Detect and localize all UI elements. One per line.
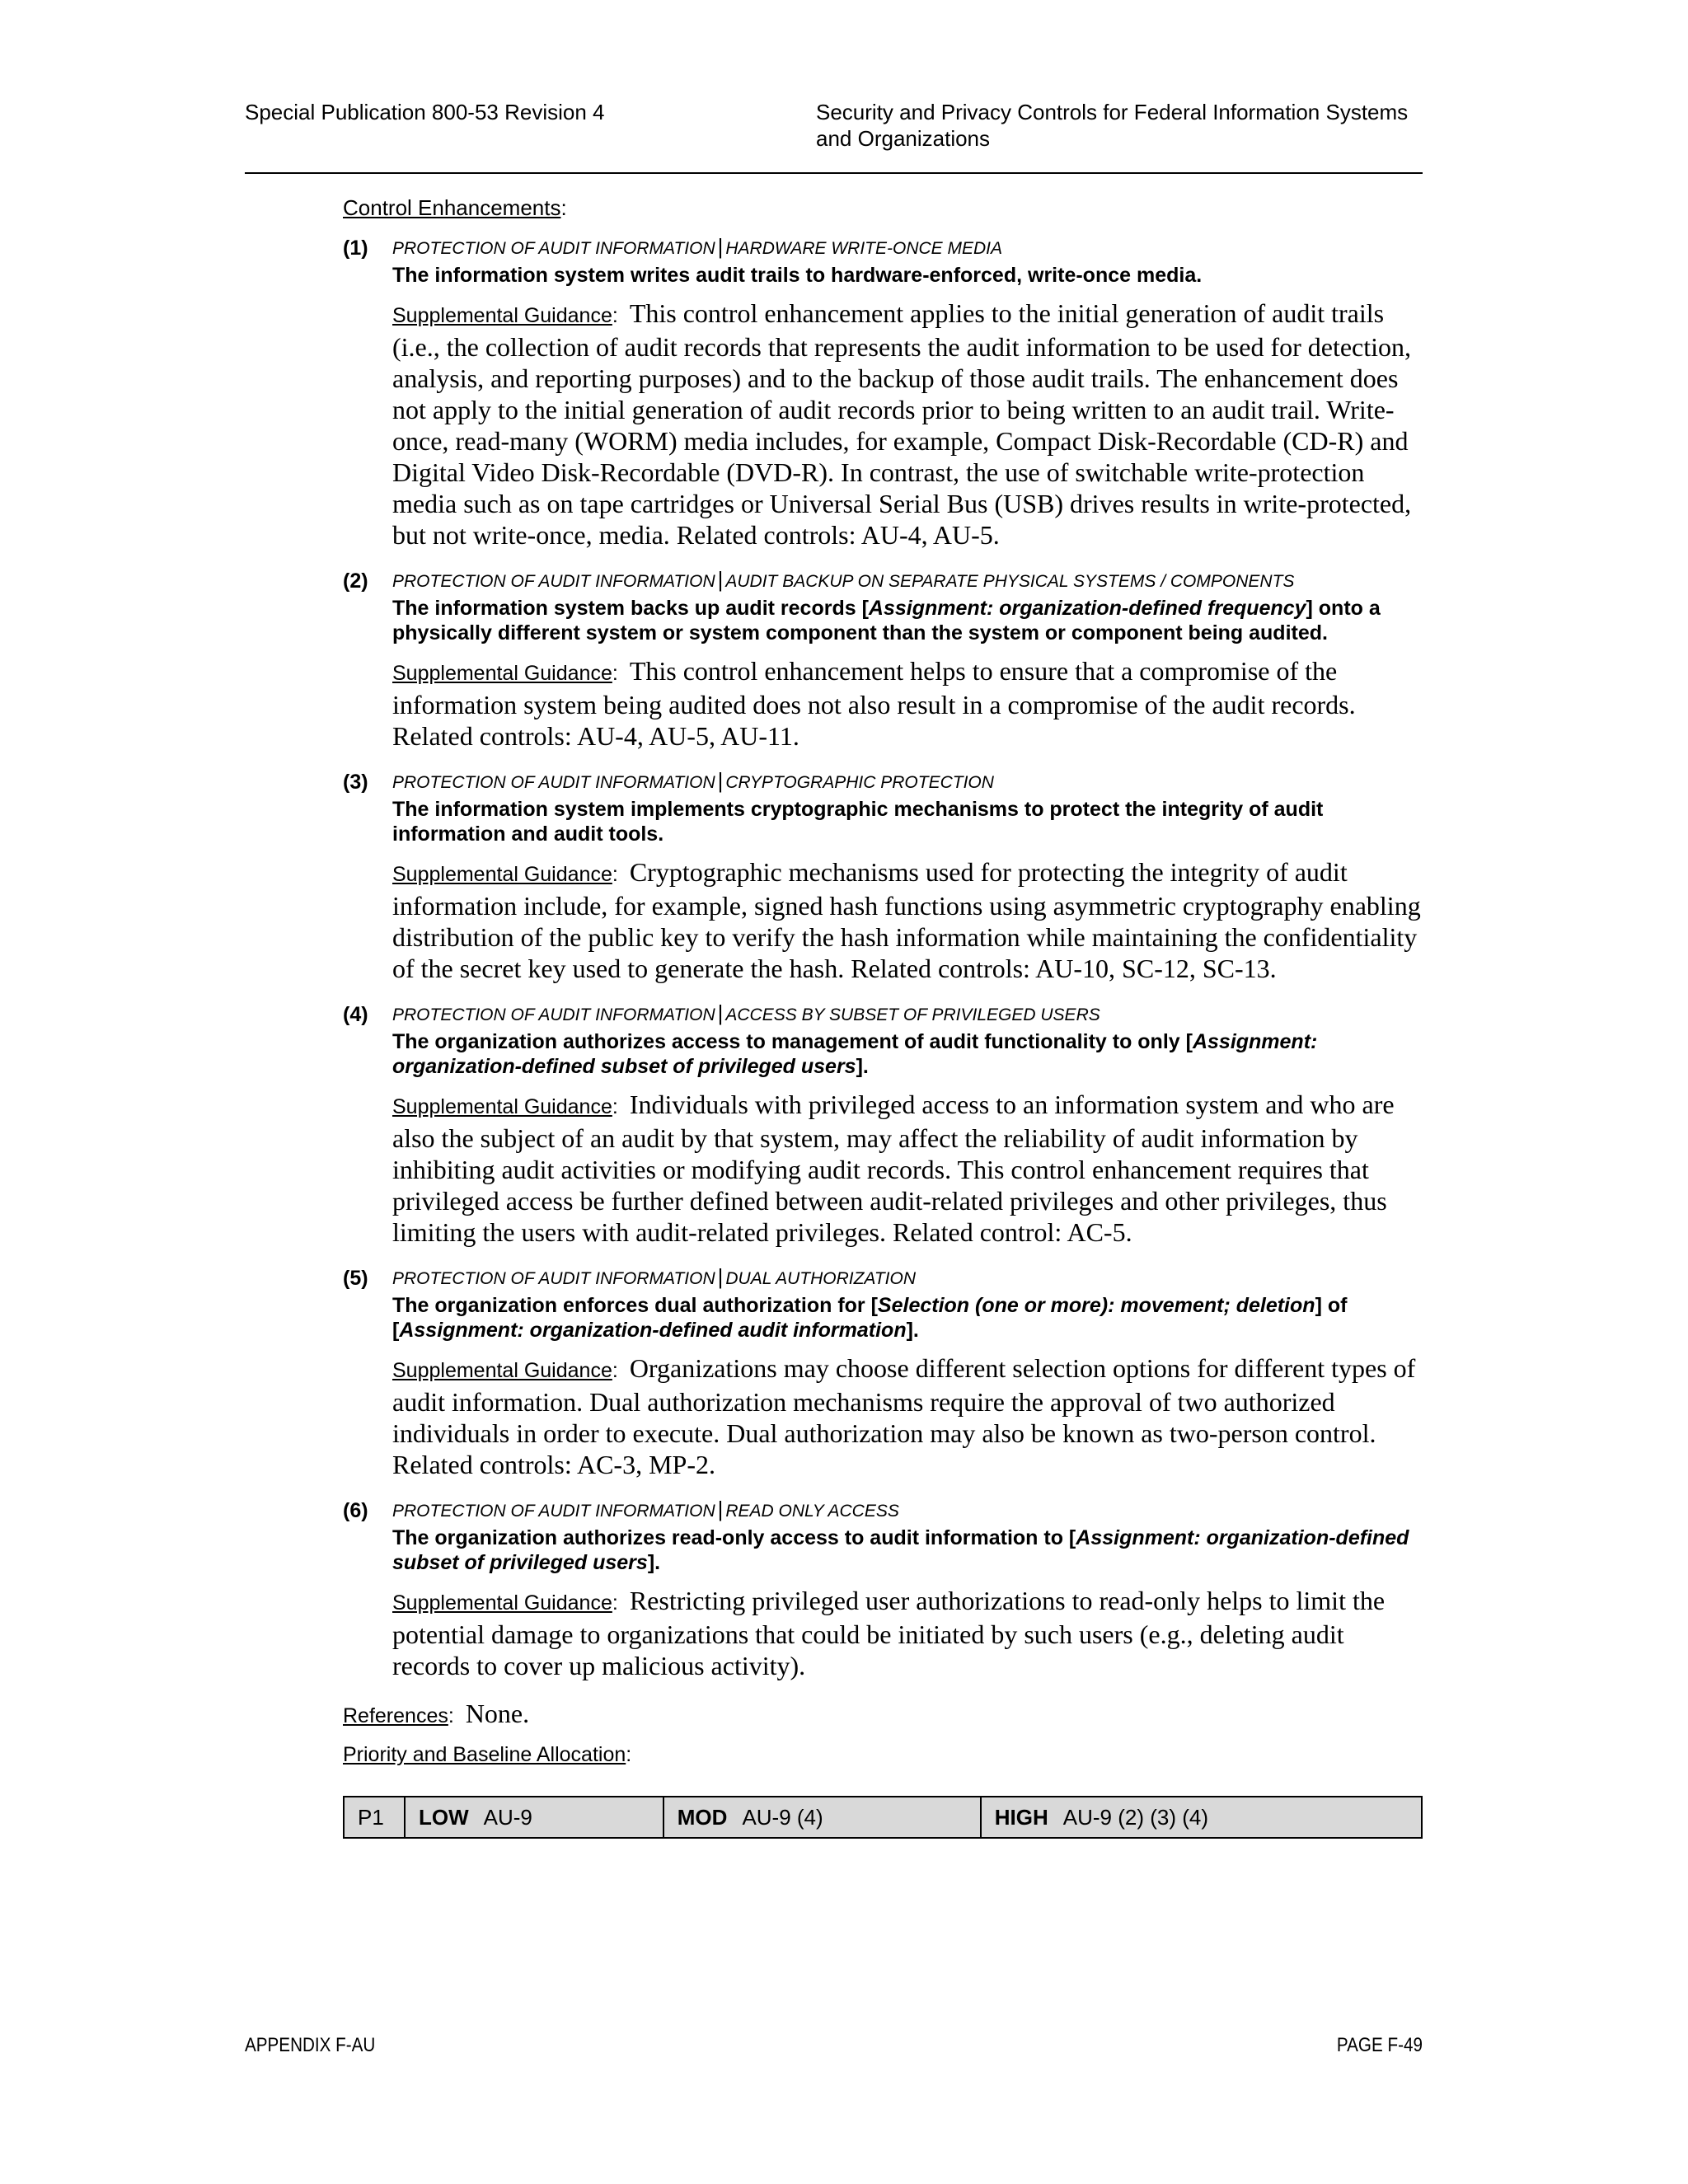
- guidance-label: Supplemental Guidance: [392, 1095, 612, 1118]
- footer-page-number: PAGE F-49: [1336, 2034, 1423, 2056]
- enhancement-subtitle: DUAL AUTHORIZATION: [725, 1269, 917, 1288]
- enhancement-family: PROTECTION OF AUDIT INFORMATION: [392, 239, 715, 258]
- enhancement-subtitle: AUDIT BACKUP ON SEPARATE PHYSICAL SYSTEMS / COMPONENTS: [725, 572, 1295, 591]
- high-label: HIGH: [994, 1804, 1048, 1830]
- enhancement-statement: [392, 1029, 1423, 1079]
- enhancement-title: [392, 234, 1423, 261]
- guidance-label: Supplemental Guidance: [392, 863, 612, 886]
- references-value: None.: [465, 1699, 530, 1728]
- statement-text: The organization authorizes read-only access to audit information to [: [392, 1526, 1076, 1549]
- enhancement-statement: [392, 1293, 1423, 1343]
- enhancement-subtitle: READ ONLY ACCESS: [725, 1502, 899, 1521]
- enhancement-family: PROTECTION OF AUDIT INFORMATION: [392, 1502, 715, 1521]
- statement-parameter: Assignment: organization-defined subset of privileged users: [392, 1526, 1409, 1574]
- high-value: AU-9 (2) (3) (4): [1062, 1804, 1208, 1830]
- enhancement-statement: [392, 797, 1423, 846]
- enhancement-title: [392, 1001, 1423, 1028]
- guidance-text: Restricting privileged user authorizations to read-only helps to limit the potential damage to organizations that could be initiated by such users (e.g., deleting audit records to cover up malicious activity).: [392, 1586, 1386, 1680]
- enhancement-number: (6): [343, 1499, 368, 1522]
- supplemental-guidance: Supplemental Guidance: Cryptographic mechanisms used for protecting the integrity of audit information include, for example, signed hash functions using asymmetric cryptography enabling distribution of the public key to verify the hash information while maintaining the confidentiality of the secret key used to generate the hash. Related controls: AU-10, SC-12, SC-13.: [392, 857, 1421, 983]
- header-rule: [245, 172, 1423, 174]
- statement-text: The information system writes audit trails to hardware-enforced, write-once media.: [392, 264, 1203, 287]
- enhancement-family: PROTECTION OF AUDIT INFORMATION: [392, 572, 715, 591]
- statement-text: The information system implements cryptographic mechanisms to protect the integrity of audit information and audit tools.: [392, 798, 1324, 846]
- enhancement-title: [392, 1264, 1423, 1291]
- enhancement-title: [392, 1497, 1423, 1524]
- priority-cell: P1: [344, 1797, 405, 1838]
- control-enhancement: [343, 567, 1423, 752]
- baseline-table: [343, 1796, 1423, 1839]
- footer-appendix: APPENDIX F-AU: [245, 2034, 376, 2056]
- control-enhancement: [343, 1497, 1423, 1681]
- statement-parameter: Assignment: organization-defined subset of privileged users: [392, 1030, 1318, 1078]
- guidance-label: Supplemental Guidance: [392, 1591, 612, 1615]
- control-enhancement: [343, 234, 1423, 551]
- enhancement-subtitle: ACCESS BY SUBSET OF PRIVILEGED USERS: [725, 1005, 1100, 1024]
- statement-text: The information system backs up audit records [: [392, 597, 869, 620]
- low-cell: [405, 1797, 663, 1838]
- control-enhancement: [343, 768, 1423, 984]
- statement-parameter: Selection (one or more): movement; deletion: [877, 1294, 1315, 1317]
- running-header-left: Special Publication 800-53 Revision 4: [245, 100, 605, 124]
- statement-text: The organization enforces dual authorization for [: [392, 1294, 878, 1317]
- low-value: AU-9: [483, 1804, 532, 1830]
- supplemental-guidance: Supplemental Guidance: This control enhancement helps to ensure that a compromise of the information system being audited does not also result in a compromise of the audit records. Related controls: AU-4, AU-5, AU-11.: [392, 656, 1356, 751]
- enhancement-title: [392, 567, 1423, 594]
- guidance-text: This control enhancement applies to the initial generation of audit trails (i.e., the collection of audit records that represents the audit information to be used for detection, analysis, and reporting purposes) and to the backup of those audit trails. The enhancement does not apply to the initial generation of audit records prior to being written to an audit trail. Write-once, read-many (WORM) media includes, for example, Compact Disk-Recordable (CD-R) and Digital Video Disk-Recordable (DVD-R). In contrast, the use of switchable write-protection media such as on tape cartridges or Universal Serial Bus (USB) drives results in write-protected, but not write-once, media. Related controls: AU-4, AU-5.: [392, 298, 1412, 550]
- enhancement-statement: [392, 596, 1423, 645]
- enhancement-number: (4): [343, 1003, 368, 1026]
- low-label: LOW: [419, 1804, 469, 1830]
- enhancement-title: [392, 768, 1423, 795]
- enhancement-statement: [392, 263, 1423, 288]
- supplemental-guidance: Supplemental Guidance: Individuals with privileged access to an information system and who are also the subject of an audit by that system, may affect the reliability of audit information by inhibiting audit activities or modifying audit records. This control enhancement requires that privileged access be further defined between audit-related privileges and other privileges, thus limiting the users with audit-related privileges. Related control: AC-5.: [392, 1090, 1395, 1247]
- control-enhancements-heading: Control Enhancements:: [343, 195, 567, 220]
- enhancement-number: (1): [343, 237, 368, 260]
- supplemental-guidance: Supplemental Guidance: This control enhancement applies to the initial generation of audit trails (i.e., the collection of audit records that represents the audit information to be used for detection, analysis, and reporting purposes) and to the backup of those audit trails. The enhancement does not apply to the initial generation of audit records prior to being written to an audit trail. Write-once, read-many (WORM) media includes, for example, Compact Disk-Recordable (CD-R) and Digital Video Disk-Recordable (DVD-R). In contrast, the use of switchable write-protection media such as on tape cartridges or Universal Serial Bus (USB) drives results in write-protected, but not write-once, media. Related controls: AU-4, AU-5.: [392, 298, 1412, 550]
- title-separator: |: [717, 567, 724, 592]
- statement-parameter: Assignment: organization-defined frequency: [868, 597, 1306, 620]
- statement-text: ].: [647, 1551, 661, 1574]
- priority-heading: Priority and Baseline Allocation:: [343, 1743, 632, 1766]
- enhancement-statement: [392, 1526, 1423, 1575]
- statement-text: The organization authorizes access to management of audit functionality to only [: [392, 1030, 1193, 1053]
- priority-label: Priority and Baseline Allocation: [343, 1743, 626, 1766]
- references: References: None.: [343, 1699, 530, 1728]
- enhancement-number: (2): [343, 569, 368, 593]
- mod-label: MOD: [677, 1804, 728, 1830]
- control-enhancement: [343, 1001, 1423, 1248]
- baseline-row: [344, 1797, 1422, 1838]
- guidance-text: Cryptographic mechanisms used for protecting the integrity of audit information include, for example, signed hash functions using asymmetric cryptography enabling distribution of the public key to verify the hash information while maintaining the confidentiality of the secret key used to generate the hash. Related controls: AU-10, SC-12, SC-13.: [392, 857, 1421, 983]
- mod-cell: [663, 1797, 981, 1838]
- statement-parameter: Assignment: organization-defined audit information: [399, 1319, 907, 1342]
- title-separator: |: [717, 1264, 724, 1289]
- enhancement-list: [343, 234, 1423, 1681]
- mod-value: AU-9 (4): [742, 1804, 823, 1830]
- title-separator: |: [717, 1497, 724, 1521]
- enhancement-number: (5): [343, 1267, 368, 1290]
- statement-text: ].: [906, 1319, 919, 1342]
- statement-text: ].: [856, 1055, 869, 1078]
- guidance-label: Supplemental Guidance: [392, 304, 612, 327]
- high-cell: [981, 1797, 1422, 1838]
- guidance-text: This control enhancement helps to ensure that a compromise of the information system being audited does not also result in a compromise of the audit records. Related controls: AU-4, AU-5, AU-11.: [392, 656, 1356, 751]
- supplemental-guidance: Supplemental Guidance: Restricting privileged user authorizations to read-only helps to limit the potential damage to organizations that could be initiated by such users (e.g., deleting audit records to cover up malicious activity).: [392, 1586, 1386, 1680]
- title-separator: |: [717, 768, 724, 793]
- enhancement-family: PROTECTION OF AUDIT INFORMATION: [392, 773, 715, 792]
- enhancement-subtitle: HARDWARE WRITE-ONCE MEDIA: [725, 239, 1002, 258]
- control-enhancements-label: Control Enhancements: [343, 195, 561, 220]
- references-label: References: [343, 1704, 448, 1727]
- statement-text: ] of [: [392, 1294, 1348, 1342]
- title-separator: |: [717, 234, 724, 259]
- supplemental-guidance: Supplemental Guidance: Organizations may choose different selection options for different types of audit information. Dual authorization mechanisms require the approval of two authorized individuals in order to execute. Dual authorization may also be known as two-person control. Related controls: AC-3, MP-2.: [392, 1353, 1416, 1479]
- guidance-text: Individuals with privileged access to an information system and who are also the subject of an audit by that system, may affect the reliability of audit information by inhibiting audit activities or modifying audit records. This control enhancement requires that privileged access be further defined between audit-related privileges and other privileges, thus limiting the users with audit-related privileges. Related control: AC-5.: [392, 1090, 1395, 1247]
- enhancement-family: PROTECTION OF AUDIT INFORMATION: [392, 1005, 715, 1024]
- guidance-label: Supplemental Guidance: [392, 662, 612, 685]
- running-header-right: Security and Privacy Controls for Federal Information Systems and Organizations: [816, 100, 1409, 151]
- guidance-label: Supplemental Guidance: [392, 1359, 612, 1382]
- enhancement-number: (3): [343, 771, 368, 794]
- title-separator: |: [717, 1001, 724, 1025]
- enhancement-family: PROTECTION OF AUDIT INFORMATION: [392, 1269, 715, 1288]
- page-content: [343, 194, 1423, 1839]
- statement-text: ] onto a physically different system or system component than the system or component being audited.: [392, 597, 1381, 644]
- guidance-text: Organizations may choose different selection options for different types of audit information. Dual authorization mechanisms require the approval of two authorized individuals in order to execute. Dual authorization may also be known as two-person control. Related controls: AC-3, MP-2.: [392, 1353, 1416, 1479]
- control-enhancement: [343, 1264, 1423, 1480]
- enhancement-subtitle: CRYPTOGRAPHIC PROTECTION: [725, 773, 994, 792]
